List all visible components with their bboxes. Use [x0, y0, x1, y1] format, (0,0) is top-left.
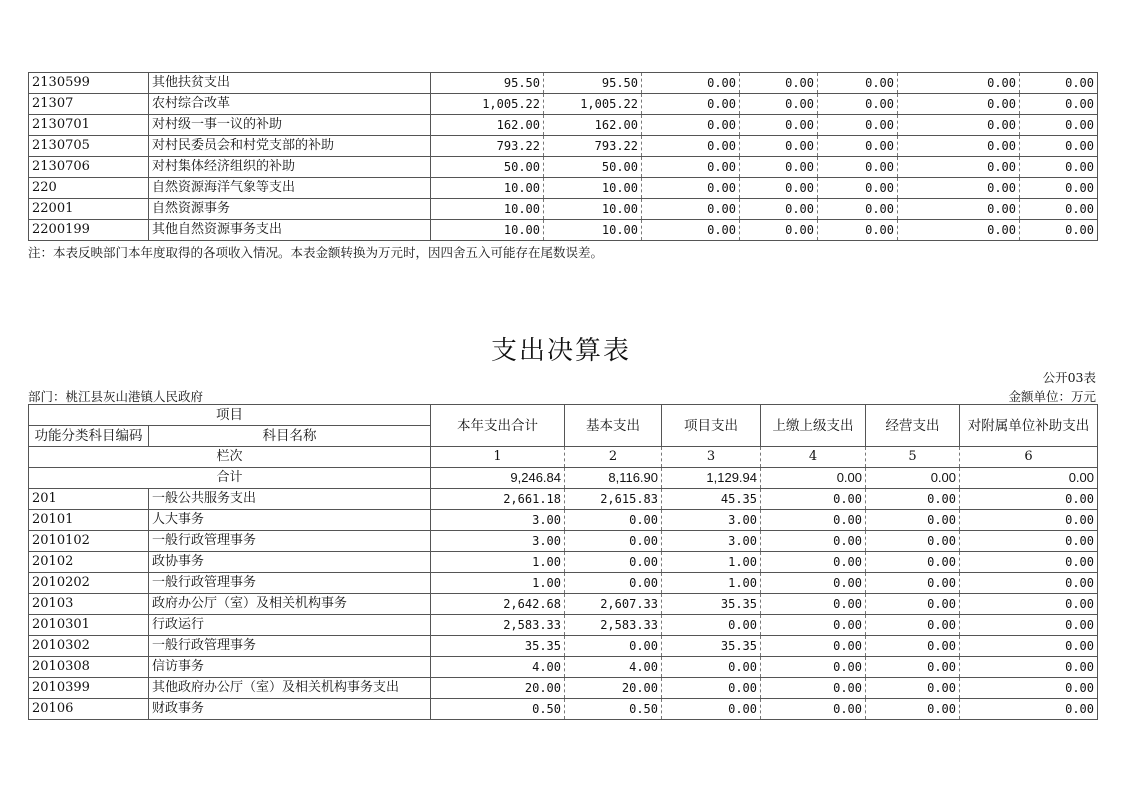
row-code: 22001 [29, 199, 149, 220]
row-value: 0.00 [898, 115, 1020, 136]
row-name: 行政运行 [149, 615, 431, 636]
row-value: 0.50 [565, 699, 662, 720]
row-value: 0.00 [960, 636, 1098, 657]
table-row [29, 178, 1098, 199]
row-value: 0.00 [1020, 94, 1098, 115]
row-value: 0.00 [1020, 178, 1098, 199]
row-value: 35.35 [431, 636, 565, 657]
row-value: 0.00 [1020, 157, 1098, 178]
row-value: 0.00 [818, 178, 898, 199]
table-row [29, 636, 1098, 657]
row-value: 0.00 [642, 220, 740, 241]
table-row [29, 220, 1098, 241]
row-code: 2130599 [29, 73, 149, 94]
row-name: 自然资源事务 [149, 199, 431, 220]
row-value: 35.35 [662, 636, 761, 657]
table-row [29, 510, 1098, 531]
row-name: 政协事务 [149, 552, 431, 573]
row-value: 0.00 [662, 615, 761, 636]
table-row [29, 552, 1098, 573]
row-value: 50.00 [544, 157, 642, 178]
row-value: 10.00 [544, 178, 642, 199]
row-name: 财政事务 [149, 699, 431, 720]
column-number-row [29, 447, 1098, 468]
row-value: 4.00 [431, 657, 565, 678]
department-label: 部门：桃江县灰山港镇人民政府 [28, 389, 204, 404]
header-name: 科目名称 [149, 426, 431, 447]
row-value: 35.35 [662, 594, 761, 615]
table-row [29, 594, 1098, 615]
row-value: 0.00 [866, 615, 960, 636]
row-value: 0.00 [761, 615, 866, 636]
row-code: 2200199 [29, 220, 149, 241]
column-number: 3 [662, 447, 761, 468]
table-row [29, 573, 1098, 594]
total-value: 0.00 [866, 468, 960, 489]
row-value: 0.00 [642, 157, 740, 178]
row-value: 0.00 [960, 615, 1098, 636]
row-code: 220 [29, 178, 149, 199]
row-value: 0.00 [740, 73, 818, 94]
row-name: 一般公共服务支出 [149, 489, 431, 510]
row-value: 0.00 [642, 136, 740, 157]
row-value: 0.00 [740, 136, 818, 157]
row-value: 0.00 [866, 657, 960, 678]
row-value: 0.00 [960, 531, 1098, 552]
row-value: 0.00 [740, 94, 818, 115]
column-number: 2 [565, 447, 662, 468]
total-value: 9,246.84 [431, 468, 565, 489]
row-code: 2010302 [29, 636, 149, 657]
row-value: 0.00 [740, 199, 818, 220]
row-value: 0.00 [866, 531, 960, 552]
row-name: 对村集体经济组织的补助 [149, 157, 431, 178]
row-value: 0.00 [898, 136, 1020, 157]
row-value: 0.00 [960, 657, 1098, 678]
row-name: 农村综合改革 [149, 94, 431, 115]
row-code: 2010308 [29, 657, 149, 678]
table-row [29, 115, 1098, 136]
row-value: 0.00 [761, 531, 866, 552]
row-value: 1.00 [662, 552, 761, 573]
row-value: 2,583.33 [431, 615, 565, 636]
row-value: 2,583.33 [565, 615, 662, 636]
row-value: 0.00 [565, 573, 662, 594]
row-value: 0.00 [960, 594, 1098, 615]
row-value: 0.00 [818, 115, 898, 136]
row-value: 0.00 [1020, 136, 1098, 157]
table-row [29, 615, 1098, 636]
row-name: 人大事务 [149, 510, 431, 531]
row-value: 162.00 [544, 115, 642, 136]
row-value: 0.00 [818, 136, 898, 157]
row-value: 20.00 [565, 678, 662, 699]
row-value: 793.22 [431, 136, 544, 157]
row-value: 0.00 [740, 157, 818, 178]
row-value: 0.00 [565, 636, 662, 657]
row-code: 2130705 [29, 136, 149, 157]
row-value: 1.00 [431, 552, 565, 573]
row-value: 1.00 [662, 573, 761, 594]
row-value: 0.00 [761, 510, 866, 531]
header-col-3: 项目支出 [662, 405, 761, 447]
column-number: 4 [761, 447, 866, 468]
total-value: 0.00 [960, 468, 1098, 489]
row-value: 0.00 [818, 199, 898, 220]
row-value: 0.00 [642, 73, 740, 94]
row-code: 2010399 [29, 678, 149, 699]
row-value: 0.00 [740, 115, 818, 136]
row-value: 45.35 [662, 489, 761, 510]
row-value: 0.00 [866, 510, 960, 531]
row-value: 0.50 [431, 699, 565, 720]
row-value: 0.00 [898, 220, 1020, 241]
row-value: 0.00 [898, 94, 1020, 115]
row-value: 0.00 [642, 178, 740, 199]
row-name: 一般行政管理事务 [149, 636, 431, 657]
row-name: 对村民委员会和村党支部的补助 [149, 136, 431, 157]
row-name: 政府办公厅（室）及相关机构事务 [149, 594, 431, 615]
row-value: 0.00 [565, 552, 662, 573]
header-item: 项目 [29, 405, 431, 426]
table-row [29, 489, 1098, 510]
total-value: 0.00 [761, 468, 866, 489]
row-value: 0.00 [818, 220, 898, 241]
row-value: 0.00 [866, 573, 960, 594]
row-value: 0.00 [761, 636, 866, 657]
row-code: 201 [29, 489, 149, 510]
row-name: 一般行政管理事务 [149, 531, 431, 552]
row-value: 0.00 [565, 510, 662, 531]
row-value: 0.00 [565, 531, 662, 552]
header-code: 功能分类科目编码 [29, 426, 149, 447]
row-value: 0.00 [1020, 115, 1098, 136]
row-value: 0.00 [960, 678, 1098, 699]
row-name: 自然资源海洋气象等支出 [149, 178, 431, 199]
row-value: 1,005.22 [431, 94, 544, 115]
row-value: 2,607.33 [565, 594, 662, 615]
row-code: 20103 [29, 594, 149, 615]
column-number: 1 [431, 447, 565, 468]
header-col-4: 上缴上级支出 [761, 405, 866, 447]
row-code: 2130706 [29, 157, 149, 178]
row-value: 0.00 [818, 157, 898, 178]
row-value: 0.00 [740, 220, 818, 241]
header-row [29, 405, 1098, 426]
row-value: 0.00 [866, 594, 960, 615]
column-number-label: 栏次 [29, 447, 431, 468]
table-row [29, 73, 1098, 94]
row-value: 0.00 [662, 699, 761, 720]
column-number: 6 [960, 447, 1098, 468]
total-row [29, 468, 1098, 489]
row-value: 0.00 [960, 489, 1098, 510]
row-name: 其他政府办公厅（室）及相关机构事务支出 [149, 678, 431, 699]
row-value: 95.50 [431, 73, 544, 94]
row-value: 0.00 [818, 94, 898, 115]
row-value: 0.00 [866, 489, 960, 510]
row-name: 信访事务 [149, 657, 431, 678]
row-value: 0.00 [1020, 220, 1098, 241]
total-label: 合计 [29, 468, 431, 489]
income-table-continuation [28, 72, 1098, 241]
row-value: 0.00 [960, 573, 1098, 594]
row-value: 793.22 [544, 136, 642, 157]
row-value: 0.00 [740, 178, 818, 199]
row-value: 1,005.22 [544, 94, 642, 115]
header-col-6: 对附属单位补助支出 [960, 405, 1098, 447]
unit-label: 金额单位：万元 [1008, 389, 1096, 404]
row-value: 0.00 [960, 510, 1098, 531]
row-code: 21307 [29, 94, 149, 115]
row-value: 0.00 [761, 699, 866, 720]
row-code: 20106 [29, 699, 149, 720]
row-value: 0.00 [818, 73, 898, 94]
row-code: 2010102 [29, 531, 149, 552]
row-value: 3.00 [431, 531, 565, 552]
row-value: 0.00 [866, 678, 960, 699]
column-number: 5 [866, 447, 960, 468]
row-value: 3.00 [662, 510, 761, 531]
row-name: 对村级一事一议的补助 [149, 115, 431, 136]
row-value: 3.00 [662, 531, 761, 552]
row-code: 2130701 [29, 115, 149, 136]
row-name: 其他自然资源事务支出 [149, 220, 431, 241]
row-value: 0.00 [960, 699, 1098, 720]
row-value: 0.00 [898, 199, 1020, 220]
row-value: 10.00 [544, 220, 642, 241]
row-value: 0.00 [761, 594, 866, 615]
table-row [29, 699, 1098, 720]
row-value: 0.00 [866, 636, 960, 657]
row-value: 0.00 [761, 489, 866, 510]
row-value: 2,615.83 [565, 489, 662, 510]
row-value: 0.00 [662, 678, 761, 699]
row-value: 0.00 [866, 552, 960, 573]
row-value: 10.00 [431, 178, 544, 199]
row-name: 一般行政管理事务 [149, 573, 431, 594]
row-value: 10.00 [544, 199, 642, 220]
total-value: 8,116.90 [565, 468, 662, 489]
row-value: 2,661.18 [431, 489, 565, 510]
table-row [29, 157, 1098, 178]
table-row [29, 531, 1098, 552]
table-row [29, 678, 1098, 699]
row-value: 0.00 [642, 94, 740, 115]
row-value: 50.00 [431, 157, 544, 178]
row-value: 2,642.68 [431, 594, 565, 615]
table-row [29, 94, 1098, 115]
row-value: 0.00 [1020, 73, 1098, 94]
row-value: 10.00 [431, 220, 544, 241]
row-value: 20.00 [431, 678, 565, 699]
header-col-2: 基本支出 [565, 405, 662, 447]
row-value: 0.00 [761, 552, 866, 573]
row-value: 0.00 [761, 657, 866, 678]
row-name: 其他扶贫支出 [149, 73, 431, 94]
row-value: 0.00 [898, 157, 1020, 178]
row-value: 0.00 [898, 178, 1020, 199]
row-value: 0.00 [642, 115, 740, 136]
row-value: 4.00 [565, 657, 662, 678]
row-code: 2010202 [29, 573, 149, 594]
row-value: 0.00 [761, 678, 866, 699]
row-code: 20101 [29, 510, 149, 531]
page-title: 支出决算表 [490, 336, 631, 366]
row-value: 0.00 [761, 573, 866, 594]
row-value: 0.00 [960, 552, 1098, 573]
row-code: 20102 [29, 552, 149, 573]
row-value: 1.00 [431, 573, 565, 594]
row-code: 2010301 [29, 615, 149, 636]
row-value: 0.00 [1020, 199, 1098, 220]
table-row [29, 199, 1098, 220]
row-value: 0.00 [866, 699, 960, 720]
row-value: 95.50 [544, 73, 642, 94]
row-value: 0.00 [642, 199, 740, 220]
header-col-5: 经营支出 [866, 405, 960, 447]
table-note: 注：本表反映部门本年度取得的各项收入情况。本表金额转换为万元时，因四舍五入可能存在尾数误差。 [28, 245, 604, 260]
header-col-1: 本年支出合计 [431, 405, 565, 447]
row-value: 0.00 [898, 73, 1020, 94]
expenditure-table [28, 404, 1098, 720]
row-value: 0.00 [662, 657, 761, 678]
row-value: 3.00 [431, 510, 565, 531]
row-value: 162.00 [431, 115, 544, 136]
row-value: 10.00 [431, 199, 544, 220]
table-row [29, 657, 1098, 678]
total-value: 1,129.94 [662, 468, 761, 489]
form-number: 公开03表 [1042, 370, 1096, 385]
table-row [29, 136, 1098, 157]
